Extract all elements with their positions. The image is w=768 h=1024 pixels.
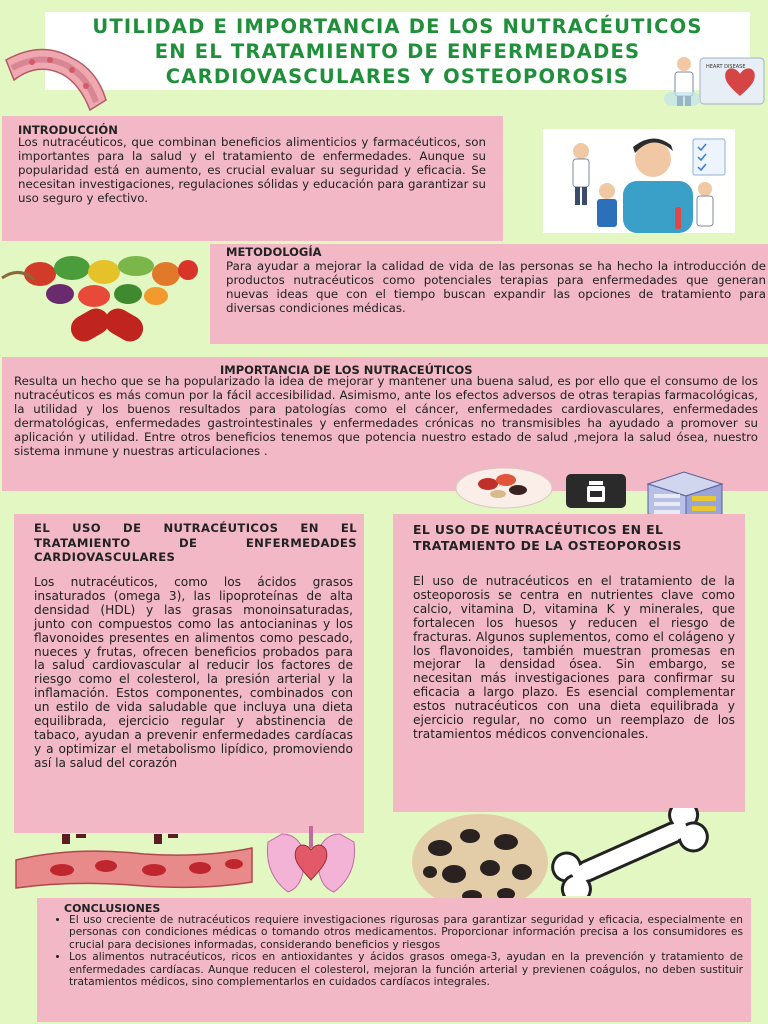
pill-bottle-icon xyxy=(566,474,626,508)
artery-illustration xyxy=(2,40,112,118)
fruits-vegetables-illustration xyxy=(0,252,208,347)
method-heading: METODOLOGÍA xyxy=(226,245,322,259)
conclusions-list xyxy=(55,914,743,988)
osteo-heading: EL USO DE NUTRACÉUTICOS EN EL TRATAMIENTO DE LA OSTEOPOROSIS xyxy=(413,522,682,553)
conclusions-heading: CONCLUSIONES xyxy=(64,902,161,915)
title-line-3: CARDIOVASCULARES Y OSTEOPOROSIS xyxy=(165,65,630,88)
importance-heading: IMPORTANCIA DE LOS NUTRACEÚTICOS xyxy=(220,363,473,377)
medical-team-illustration xyxy=(543,129,735,233)
heart-lungs-illustration xyxy=(258,822,364,896)
heart-disease-label: HEART DISEASE xyxy=(706,64,746,70)
cardio-text: Los nutracéuticos, como los ácidos grasos insaturados (omega 3), las lipoproteínas de alta densidad (HDL) y las grasas monoinsaturadas, junto con compuestos como las antocianinas y los flavonoides presentes en alimentos como pescado, nueces y frutas, ofrecen beneficios probados para la salud cardiovascular al reducir los factores de riesgo como el colesterol, la presión arterial y la inflamación. Estos componentes, combinados con un estilo de vida saludable que incluya una dieta equilibrada, ejercicio regular y abstinencia de tabaco, ayudan a prevenir enfermedades cardíacas y a optimizar el metabolismo lipídico, promoviendo así la salud del corazón xyxy=(34,575,353,770)
conclusion-item: • El uso creciente de nutracéuticos requiere investigaciones rigurosas para garantizar seguridad y eficacia, especialmente en personas con condiciones médicas o tomando otros medicamentos. Proporcionar información precisa a los consumidores es crucial para decisiones informadas, considerando beneficios y riesgos xyxy=(69,914,743,951)
title-line-1: UTILIDAD E IMPORTANCIA DE LOS NUTRACÉUTICOS xyxy=(92,15,703,38)
cardio-heading: EL USO DE NUTRACÉUTICOS EN EL TRATAMIENTO DE ENFERMEDADES CARDIOVASCULARES xyxy=(34,521,357,565)
bone-texture-illustration xyxy=(410,812,550,912)
osteo-text: El uso de nutracéuticos en el tratamiento de la osteoporosis se centra en nutrientes clave como calcio, vitamina D, vitamina K y minerales, que fortalecen los huesos y reducen el riesgo de fracturas. Algunos suplementos, como el colágeno y los flavonoides, también muestran promesas en mejorar la densidad ósea. Sin embargo, se necesitan más investigaciones para confirmar su eficacia a largo plazo. Es esencial complementar estos nutracéuticos con una dieta equilibrada y ejercicio regular, no como un reemplazo de los tratamientos médicos convencionales. xyxy=(413,574,735,741)
intro-heading: INTRODUCCIÓN xyxy=(18,123,118,137)
conclusion-item: • Los alimentos nutracéuticos, ricos en antioxidantes y ácidos grasos omega-3, ayudan en la prevención y tratamiento de enfermedades cardíacas. Aunque reducen el colesterol, mejoran la función arterial y previenen coágulos, no deben sustituir tratamientos médicos, sino complementarlos en cuidados cardíacos integrales. xyxy=(69,951,743,988)
importance-text: Resulta un hecho que se ha popularizado la idea de mejorar y mantener una buena salud, es por ello que el consumo de los nutracéuticos es más comun por la fácil accesibilidad. Asimismo, ante los efectos adversos de otras terapias farmacológicas, la utilidad y los buenos resultados para patologías como el cáncer, enfermedades cardiovasculares, enfermedades dermatológicas, enfermedades gastrointestinales y enfermedades crónicas no transmisibles ha ayudado a promover su aplicación y utilidad. Entre otros beneficios tenemos que potencia nuestro estado de salud ,mejora la salud ósea, nuestro sistema inmune y nuestras articulaciones . xyxy=(14,374,758,458)
doctor-heart-illustration xyxy=(662,52,766,108)
page-title xyxy=(45,12,750,89)
intro-text: Los nutracéuticos, que combinan beneficios alimenticios y farmacéuticos, son importantes para la salud y el tratamiento de enfermedades. Aunque su popularidad está en aumento, es crucial evaluar su seguridad y eficacia. Se necesitan investigaciones, regulaciones sólidas y educación para garantizar su uso seguro y efectivo. xyxy=(18,135,486,205)
blood-vessel-illustration xyxy=(14,830,254,892)
method-text: Para ayudar a mejorar la calidad de vida de las personas se ha hecho la introducción de productos nutracéuticos como potenciales terapias para enfermedades que generan nuevas ideas que con el tiempo buscan expandir las opciones de tratamiento para diversas condiciones médicas. xyxy=(226,259,766,315)
title-line-2: EN EL TRATAMIENTO DE ENFERMEDADES xyxy=(154,40,641,63)
food-bowl-illustration xyxy=(454,466,554,516)
bone-illustration xyxy=(540,808,720,896)
